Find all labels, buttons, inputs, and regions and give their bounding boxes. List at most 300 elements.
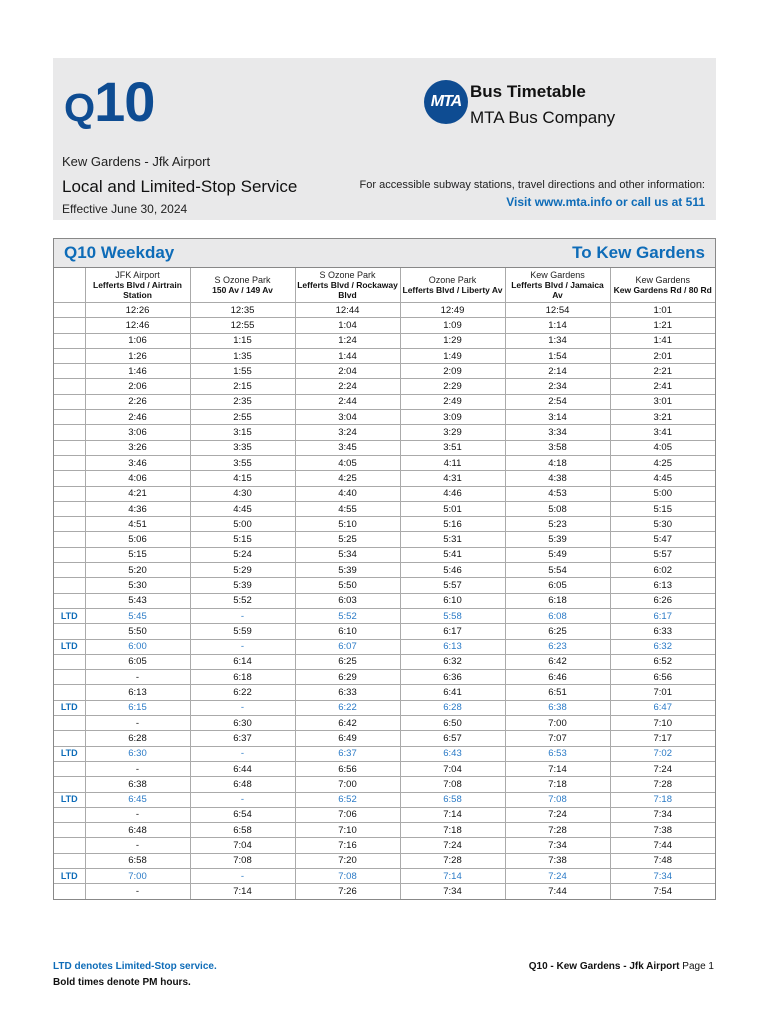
time-cell: 6:58 [85, 853, 190, 868]
time-cell: 12:55 [190, 318, 295, 333]
schedule-title: Q10 Weekday [64, 243, 175, 262]
table-row [54, 501, 715, 516]
time-cell: 6:57 [400, 731, 505, 746]
stop-area: Ozone Park [428, 275, 477, 285]
service-label [54, 486, 85, 501]
time-cell: 7:38 [505, 853, 610, 868]
time-cell: 7:14 [505, 761, 610, 776]
time-cell: - [190, 746, 295, 761]
time-cell: 5:47 [610, 532, 715, 547]
time-cell: 5:45 [85, 608, 190, 623]
schedule-table [54, 268, 715, 899]
time-cell: 6:48 [85, 823, 190, 838]
time-cell: 6:08 [505, 608, 610, 623]
time-cell: 1:26 [85, 348, 190, 363]
time-cell: 2:35 [190, 394, 295, 409]
time-cell: 7:07 [505, 731, 610, 746]
time-cell: 6:28 [85, 731, 190, 746]
time-cell: 2:34 [505, 379, 610, 394]
time-cell: 5:31 [400, 532, 505, 547]
time-cell: 5:50 [295, 578, 400, 593]
mta-logo-icon: MTA [424, 80, 468, 124]
time-cell: 4:05 [610, 440, 715, 455]
time-cell: 3:51 [400, 440, 505, 455]
time-cell: 4:11 [400, 455, 505, 470]
stop-area: JFK Airport [115, 270, 160, 280]
time-cell: 7:14 [400, 868, 505, 883]
time-cell: 6:38 [505, 700, 610, 715]
table-row [54, 685, 715, 700]
time-cell: 4:25 [610, 455, 715, 470]
time-cell: 6:48 [190, 777, 295, 792]
time-cell: 7:54 [610, 884, 715, 899]
time-cell: 2:15 [190, 379, 295, 394]
time-cell: 2:29 [400, 379, 505, 394]
time-cell: 4:18 [505, 455, 610, 470]
table-row [54, 563, 715, 578]
time-cell: 1:46 [85, 364, 190, 379]
time-cell: 6:52 [295, 792, 400, 807]
time-cell: 6:50 [400, 716, 505, 731]
table-row [54, 593, 715, 608]
time-cell: - [85, 884, 190, 899]
table-row [54, 731, 715, 746]
effective-date: Effective June 30, 2024 [62, 202, 188, 216]
time-cell: 7:00 [295, 777, 400, 792]
time-cell: 3:58 [505, 440, 610, 455]
time-cell: 6:53 [505, 746, 610, 761]
time-cell: 5:15 [190, 532, 295, 547]
timetable-header [53, 58, 716, 220]
time-cell: 1:44 [295, 348, 400, 363]
time-cell: 6:45 [85, 792, 190, 807]
time-cell: - [85, 807, 190, 822]
table-row [54, 364, 715, 379]
stop-header [505, 268, 610, 303]
stop-header [85, 268, 190, 303]
time-cell: 2:49 [400, 394, 505, 409]
ltd-note: LTD denotes Limited-Stop service. [53, 961, 217, 972]
time-cell: 4:45 [610, 471, 715, 486]
time-cell: 12:26 [85, 303, 190, 318]
table-row [54, 547, 715, 562]
time-cell: 6:58 [400, 792, 505, 807]
time-cell: 7:10 [610, 716, 715, 731]
service-label: LTD [54, 868, 85, 883]
table-row [54, 761, 715, 776]
time-cell: 2:06 [85, 379, 190, 394]
service-label: LTD [54, 608, 85, 623]
table-row [54, 348, 715, 363]
stop-street: Lefferts Blvd / Airtrain Station [93, 280, 182, 300]
service-label [54, 410, 85, 425]
time-cell: 1:15 [190, 333, 295, 348]
time-cell: 4:31 [400, 471, 505, 486]
time-cell: 7:34 [505, 838, 610, 853]
time-cell: 6:49 [295, 731, 400, 746]
time-cell: 1:24 [295, 333, 400, 348]
time-cell: 5:57 [610, 547, 715, 562]
time-cell: 3:01 [610, 394, 715, 409]
time-cell: 6:43 [400, 746, 505, 761]
time-cell: 7:01 [610, 685, 715, 700]
time-cell: 6:13 [400, 639, 505, 654]
time-cell: 1:55 [190, 364, 295, 379]
time-cell: - [85, 670, 190, 685]
time-cell: 3:55 [190, 455, 295, 470]
time-cell: 7:08 [295, 868, 400, 883]
time-cell: 2:46 [85, 410, 190, 425]
contact-link[interactable]: Visit www.mta.info or call us at 511 [506, 195, 705, 209]
time-cell: 5:41 [400, 547, 505, 562]
time-cell: 7:10 [295, 823, 400, 838]
time-cell: 7:04 [400, 761, 505, 776]
time-cell: 3:35 [190, 440, 295, 455]
service-label [54, 578, 85, 593]
time-cell: 6:13 [610, 578, 715, 593]
time-cell: 7:20 [295, 853, 400, 868]
time-cell: 6:05 [85, 654, 190, 669]
time-cell: 6:51 [505, 685, 610, 700]
time-cell: 1:14 [505, 318, 610, 333]
time-cell: 6:33 [610, 624, 715, 639]
time-cell: 6:46 [505, 670, 610, 685]
time-cell: 7:44 [610, 838, 715, 853]
time-cell: - [190, 700, 295, 715]
time-cell: 6:07 [295, 639, 400, 654]
service-label [54, 624, 85, 639]
time-cell: 6:38 [85, 777, 190, 792]
direction-title: To Kew Gardens [572, 243, 705, 262]
time-cell: 5:25 [295, 532, 400, 547]
time-cell: 5:52 [190, 593, 295, 608]
time-cell: 5:00 [190, 517, 295, 532]
service-label: LTD [54, 746, 85, 761]
service-label [54, 348, 85, 363]
time-cell: 5:15 [85, 547, 190, 562]
time-cell: 5:57 [400, 578, 505, 593]
time-cell: 4:38 [505, 471, 610, 486]
service-label [54, 593, 85, 608]
time-cell: 6:17 [610, 608, 715, 623]
time-cell: 12:54 [505, 303, 610, 318]
time-cell: 7:08 [400, 777, 505, 792]
service-label [54, 716, 85, 731]
route-name: Kew Gardens - Jfk Airport [62, 154, 211, 169]
time-cell: 5:58 [400, 608, 505, 623]
time-cell: 6:10 [295, 624, 400, 639]
time-cell: 6:42 [295, 716, 400, 731]
table-row [54, 792, 715, 807]
service-label [54, 761, 85, 776]
time-cell: 6:10 [400, 593, 505, 608]
time-cell: 5:10 [295, 517, 400, 532]
timetable [53, 238, 716, 900]
time-cell: - [190, 792, 295, 807]
time-cell: 1:29 [400, 333, 505, 348]
time-cell: 5:24 [190, 547, 295, 562]
table-row [54, 853, 715, 868]
time-cell: 4:40 [295, 486, 400, 501]
time-cell: - [85, 761, 190, 776]
time-cell: 7:34 [400, 884, 505, 899]
service-label: LTD [54, 639, 85, 654]
time-cell: 6:29 [295, 670, 400, 685]
time-cell: 3:04 [295, 410, 400, 425]
company-name: MTA Bus Company [470, 108, 616, 127]
time-cell: 7:28 [505, 823, 610, 838]
time-cell: 6:25 [505, 624, 610, 639]
time-cell: 6:30 [190, 716, 295, 731]
time-cell: 2:09 [400, 364, 505, 379]
time-cell: 5:39 [505, 532, 610, 547]
time-cell: 7:24 [505, 807, 610, 822]
time-cell: 1:21 [610, 318, 715, 333]
time-cell: 7:02 [610, 746, 715, 761]
time-cell: 6:00 [85, 639, 190, 654]
time-cell: 2:44 [295, 394, 400, 409]
service-label [54, 777, 85, 792]
time-cell: 7:18 [400, 823, 505, 838]
stop-header [190, 268, 295, 303]
time-cell: 6:22 [190, 685, 295, 700]
table-row [54, 394, 715, 409]
table-row [54, 624, 715, 639]
time-cell: 6:02 [610, 563, 715, 578]
schedule-body [54, 303, 715, 899]
pm-note: Bold times denote PM hours. [53, 977, 191, 988]
stop-street: Kew Gardens Rd / 80 Rd [613, 285, 712, 295]
service-label [54, 853, 85, 868]
time-cell: 3:06 [85, 425, 190, 440]
time-cell: 4:55 [295, 501, 400, 516]
time-cell: - [85, 838, 190, 853]
table-row [54, 379, 715, 394]
service-label [54, 379, 85, 394]
time-cell: 3:41 [610, 425, 715, 440]
time-cell: 5:39 [295, 563, 400, 578]
time-cell: 7:14 [190, 884, 295, 899]
route-number: Q10 [64, 70, 155, 133]
table-row [54, 425, 715, 440]
time-cell: 6:30 [85, 746, 190, 761]
time-cell: 6:25 [295, 654, 400, 669]
stop-street: 150 Av / 149 Av [212, 285, 273, 295]
time-cell: 3:34 [505, 425, 610, 440]
time-cell: 5:43 [85, 593, 190, 608]
time-cell: 6:17 [400, 624, 505, 639]
time-cell: 4:21 [85, 486, 190, 501]
time-cell: 6:14 [190, 654, 295, 669]
time-cell: 6:52 [610, 654, 715, 669]
stop-street: Lefferts Blvd / Liberty Av [402, 285, 503, 295]
table-row [54, 868, 715, 883]
time-cell: 5:34 [295, 547, 400, 562]
time-cell: 3:46 [85, 455, 190, 470]
service-label [54, 517, 85, 532]
time-cell: 5:15 [610, 501, 715, 516]
time-cell: 5:52 [295, 608, 400, 623]
time-cell: 4:36 [85, 501, 190, 516]
time-cell: 6:18 [505, 593, 610, 608]
time-cell: 2:55 [190, 410, 295, 425]
table-row [54, 517, 715, 532]
time-cell: 3:29 [400, 425, 505, 440]
service-label [54, 563, 85, 578]
time-cell: 7:00 [505, 716, 610, 731]
service-label [54, 731, 85, 746]
time-cell: 7:08 [190, 853, 295, 868]
time-cell: - [190, 639, 295, 654]
table-row [54, 455, 715, 470]
time-cell: - [190, 608, 295, 623]
service-label [54, 532, 85, 547]
service-label [54, 471, 85, 486]
time-cell: 5:30 [610, 517, 715, 532]
time-cell: 12:46 [85, 318, 190, 333]
time-cell: 2:21 [610, 364, 715, 379]
time-cell: 6:32 [610, 639, 715, 654]
table-row [54, 639, 715, 654]
time-cell: 7:24 [505, 868, 610, 883]
time-cell: 5:06 [85, 532, 190, 547]
time-cell: 3:24 [295, 425, 400, 440]
stop-area: Kew Gardens [530, 270, 585, 280]
time-cell: 5:49 [505, 547, 610, 562]
time-cell: 3:15 [190, 425, 295, 440]
time-cell: 6:37 [295, 746, 400, 761]
service-label: LTD [54, 700, 85, 715]
time-cell: 6:56 [610, 670, 715, 685]
time-cell: 6:36 [400, 670, 505, 685]
time-cell: 4:15 [190, 471, 295, 486]
table-row [54, 746, 715, 761]
time-cell: 6:23 [505, 639, 610, 654]
stop-area: S Ozone Park [214, 275, 271, 285]
table-row [54, 333, 715, 348]
time-cell: 4:51 [85, 517, 190, 532]
time-cell: 5:54 [505, 563, 610, 578]
time-cell: 2:24 [295, 379, 400, 394]
table-row [54, 823, 715, 838]
time-cell: 6:41 [400, 685, 505, 700]
time-cell: 7:26 [295, 884, 400, 899]
time-cell: 12:49 [400, 303, 505, 318]
time-cell: 7:28 [400, 853, 505, 868]
time-cell: 4:25 [295, 471, 400, 486]
time-cell: 3:45 [295, 440, 400, 455]
time-cell: 1:35 [190, 348, 295, 363]
time-cell: 4:46 [400, 486, 505, 501]
time-cell: 6:37 [190, 731, 295, 746]
time-cell: 3:09 [400, 410, 505, 425]
time-cell: 6:56 [295, 761, 400, 776]
stop-street: Lefferts Blvd / Jamaica Av [511, 280, 604, 300]
service-label: LTD [54, 792, 85, 807]
time-cell: 1:04 [295, 318, 400, 333]
time-cell: 6:33 [295, 685, 400, 700]
time-cell: 4:45 [190, 501, 295, 516]
timetable-title-bar [54, 239, 715, 268]
service-label [54, 425, 85, 440]
time-cell: 7:17 [610, 731, 715, 746]
time-cell: 1:34 [505, 333, 610, 348]
table-row [54, 608, 715, 623]
time-cell: 7:24 [610, 761, 715, 776]
time-cell: 7:18 [610, 792, 715, 807]
time-cell: 2:41 [610, 379, 715, 394]
time-cell: 5:20 [85, 563, 190, 578]
table-row [54, 777, 715, 792]
time-cell: 5:00 [610, 486, 715, 501]
time-cell: 5:08 [505, 501, 610, 516]
time-cell: 2:54 [505, 394, 610, 409]
time-cell: 7:34 [610, 868, 715, 883]
time-cell: 6:58 [190, 823, 295, 838]
service-label [54, 333, 85, 348]
table-row [54, 716, 715, 731]
time-cell: 7:18 [505, 777, 610, 792]
time-cell: 6:28 [400, 700, 505, 715]
time-cell: 12:35 [190, 303, 295, 318]
time-cell: 5:50 [85, 624, 190, 639]
service-type: Local and Limited-Stop Service [62, 177, 298, 196]
time-cell: 6:18 [190, 670, 295, 685]
time-cell: 6:03 [295, 593, 400, 608]
service-label [54, 823, 85, 838]
time-cell: 6:54 [190, 807, 295, 822]
table-row [54, 471, 715, 486]
table-row [54, 532, 715, 547]
time-cell: - [85, 716, 190, 731]
time-cell: 7:38 [610, 823, 715, 838]
stop-area: Kew Gardens [635, 275, 691, 285]
service-label [54, 455, 85, 470]
time-cell: 7:06 [295, 807, 400, 822]
time-cell: 6:44 [190, 761, 295, 776]
time-cell: 4:30 [190, 486, 295, 501]
time-cell: 6:15 [85, 700, 190, 715]
service-label [54, 547, 85, 562]
time-cell: 6:22 [295, 700, 400, 715]
time-cell: 2:04 [295, 364, 400, 379]
time-cell: 7:24 [400, 838, 505, 853]
table-row [54, 838, 715, 853]
table-row [54, 700, 715, 715]
service-label [54, 394, 85, 409]
time-cell: 1:54 [505, 348, 610, 363]
time-cell: 7:08 [505, 792, 610, 807]
time-cell: 7:44 [505, 884, 610, 899]
time-cell: 12:44 [295, 303, 400, 318]
time-cell: 6:26 [610, 593, 715, 608]
service-label [54, 670, 85, 685]
time-cell: 6:47 [610, 700, 715, 715]
service-label [54, 838, 85, 853]
service-label [54, 318, 85, 333]
time-cell: 5:29 [190, 563, 295, 578]
page-number: Page 1 [682, 961, 714, 972]
time-cell: 7:16 [295, 838, 400, 853]
time-cell: 1:49 [400, 348, 505, 363]
footer-route-label: Q10 - Kew Gardens - Jfk Airport [528, 961, 680, 972]
service-label [54, 685, 85, 700]
table-row [54, 578, 715, 593]
label-column-header [54, 268, 85, 303]
time-cell: 5:01 [400, 501, 505, 516]
stop-header [610, 268, 715, 303]
time-cell: 3:14 [505, 410, 610, 425]
